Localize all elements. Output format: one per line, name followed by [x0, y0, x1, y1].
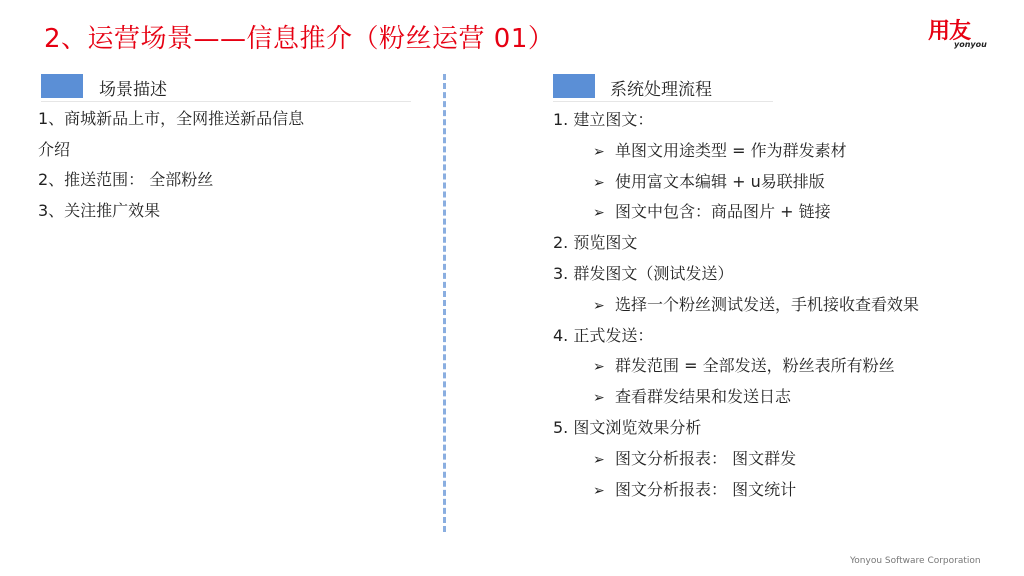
- flow-item-text: 3. 群发图文（测试发送）: [553, 263, 734, 283]
- right-section-header: [553, 74, 773, 102]
- left-section-rule: [41, 101, 411, 102]
- flow-step: [553, 413, 919, 444]
- yonyou-logo: [928, 14, 1000, 54]
- flow-step: [553, 259, 919, 290]
- arrow-bullet-icon: ➢: [593, 390, 605, 407]
- right-section-marker: [553, 74, 595, 98]
- page-title: 2、运营场景——信息推介（粉丝运营 01）: [44, 24, 555, 54]
- arrow-bullet-icon: ➢: [593, 205, 605, 222]
- process-flow-list: [553, 105, 919, 505]
- scene-description-list: [38, 104, 304, 226]
- flow-item-text: 图文中包含：商品图片 + 链接: [615, 202, 831, 222]
- left-section-marker: [41, 74, 83, 98]
- flow-substep: [553, 475, 919, 506]
- arrow-bullet-icon: ➢: [593, 482, 605, 499]
- flow-item-text: 2. 预览图文: [553, 233, 638, 253]
- arrow-bullet-icon: ➢: [593, 174, 605, 191]
- arrow-bullet-icon: ➢: [593, 297, 605, 314]
- flow-substep: [553, 444, 919, 475]
- flow-step: [553, 105, 919, 136]
- flow-substep: [553, 197, 919, 228]
- right-section-rule: [553, 101, 773, 102]
- list-item: 2、推送范围： 全部粉丝: [38, 170, 214, 189]
- flow-item-text: 图文分析报表： 图文群发: [615, 448, 797, 468]
- flow-item-text: 群发范围 = 全部发送，粉丝表所有粉丝: [615, 356, 895, 376]
- column-divider: [443, 74, 446, 532]
- arrow-bullet-icon: ➢: [593, 451, 605, 468]
- flow-item-text: 单图文用途类型 = 作为群发素材: [615, 140, 847, 160]
- flow-item-text: 1. 建立图文：: [553, 110, 654, 129]
- left-section-heading: 场景描述: [99, 80, 167, 100]
- list-item: 1、商城新品上市，全网推送新品信息: [38, 109, 305, 128]
- list-item: 3、关注推广效果: [38, 200, 161, 220]
- flow-substep: [553, 167, 919, 198]
- right-section-heading: 系统处理流程: [610, 80, 712, 100]
- flow-item-text: 查看群发结果和发送日志: [615, 387, 792, 407]
- arrow-bullet-icon: ➢: [593, 359, 605, 376]
- flow-substep: [553, 290, 919, 321]
- flow-substep: [553, 136, 919, 167]
- flow-substep: [553, 382, 919, 413]
- flow-step: [553, 228, 919, 259]
- flow-substep: [553, 351, 919, 382]
- logo-mark: 用友: [928, 19, 971, 44]
- flow-item-text: 4. 正式发送：: [553, 325, 654, 345]
- flow-item-text: 5. 图文浏览效果分析: [553, 417, 702, 437]
- footer-company: Yonyou Software Corporation: [850, 556, 981, 566]
- list-item: 介绍: [38, 139, 71, 159]
- arrow-bullet-icon: ➢: [593, 143, 605, 160]
- logo-wordmark: yonyou: [954, 40, 987, 49]
- left-section-header: [41, 74, 411, 102]
- flow-step: [553, 321, 919, 352]
- flow-item-text: 图文分析报表： 图文统计: [615, 479, 797, 499]
- flow-item-text: 选择一个粉丝测试发送，手机接收查看效果: [615, 294, 920, 314]
- flow-item-text: 使用富文本编辑 + u易联排版: [615, 171, 825, 191]
